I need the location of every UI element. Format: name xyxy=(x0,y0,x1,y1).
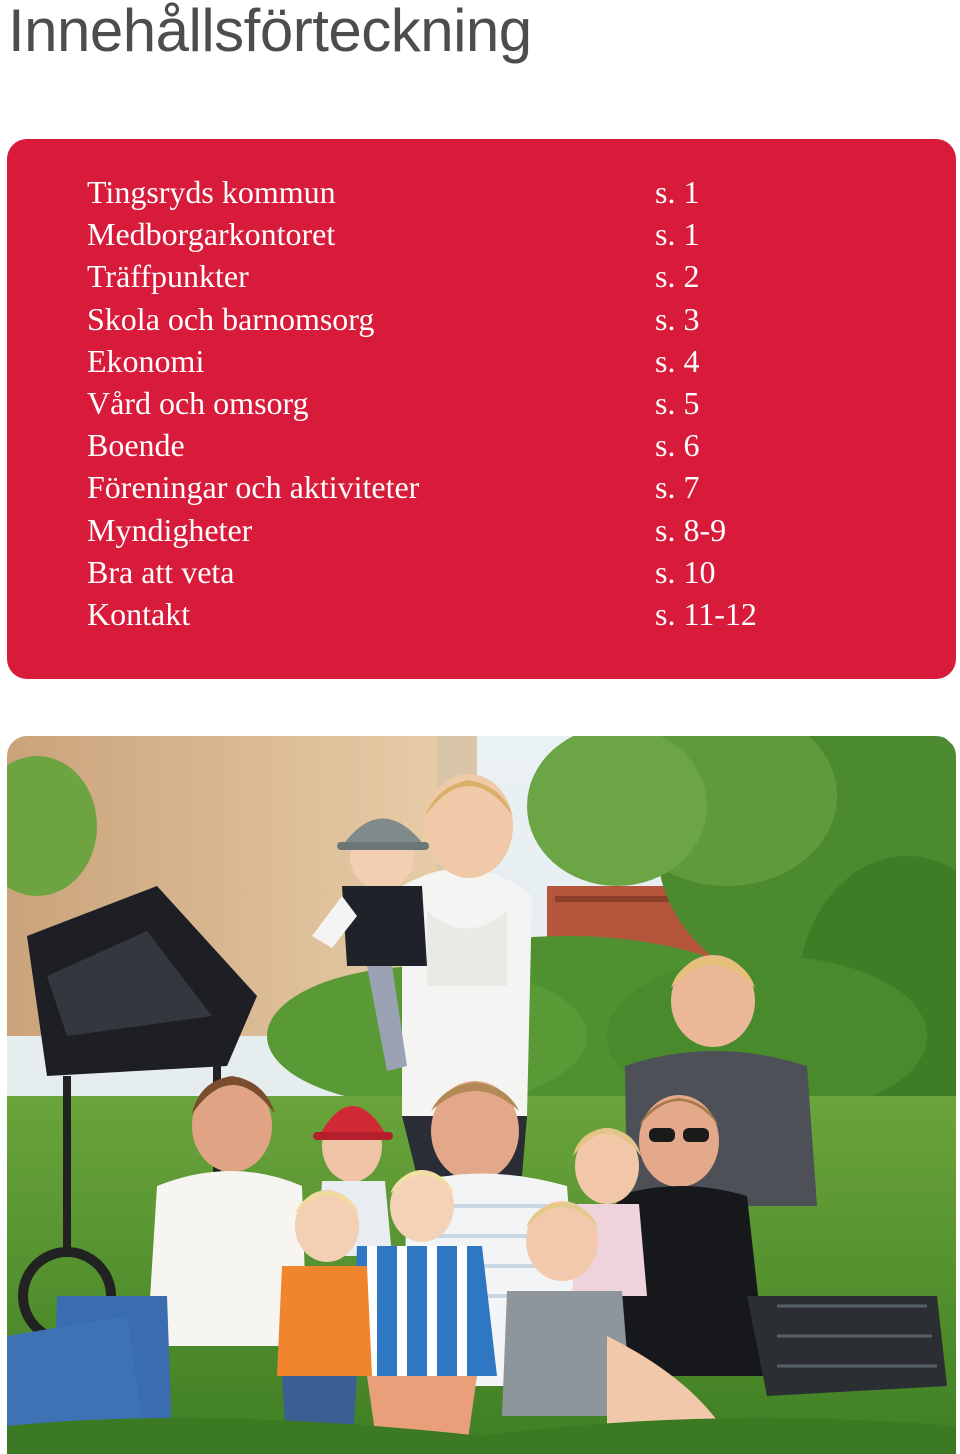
family-group-photo xyxy=(7,736,956,1454)
toc-item-page: s. 1 xyxy=(655,216,700,253)
toc-item-label: Föreningar och aktiviteter xyxy=(87,469,420,506)
toc-item-label: Medborgarkontoret xyxy=(87,216,336,253)
toc-item-label: Träffpunkter xyxy=(87,258,249,295)
toc-item-skola-och-barnomsorg[interactable] xyxy=(87,298,947,340)
toc-list xyxy=(87,171,947,635)
table-of-contents xyxy=(7,139,956,679)
toc-item-myndigheter[interactable] xyxy=(87,509,947,551)
toc-item-label: Myndigheter xyxy=(87,511,253,548)
toc-item-vard-och-omsorg[interactable] xyxy=(87,382,947,424)
toc-item-page: s. 2 xyxy=(655,258,700,295)
toc-item-page: s. 10 xyxy=(655,553,716,590)
toc-item-label: Tingsryds kommun xyxy=(87,174,336,210)
toc-item-page: s. 11-12 xyxy=(655,595,757,632)
toc-item-boende[interactable] xyxy=(87,424,947,466)
toc-item-kontakt[interactable] xyxy=(87,593,947,635)
toc-item-ekonomi[interactable] xyxy=(87,340,947,382)
toc-item-page: s. 4 xyxy=(655,342,700,379)
toc-item-page: s. 1 xyxy=(655,174,700,210)
toc-item-page: s. 6 xyxy=(655,427,700,464)
toc-item-medborgarkontoret[interactable] xyxy=(87,213,947,255)
toc-item-label: Ekonomi xyxy=(87,342,205,379)
toc-item-page: s. 3 xyxy=(655,300,700,337)
toc-item-label: Boende xyxy=(87,427,185,464)
toc-item-page: s. 8-9 xyxy=(655,511,727,548)
toc-item-label: Vård och omsorg xyxy=(87,384,309,421)
toc-item-foreningar-och-aktiviteter[interactable] xyxy=(87,466,947,508)
toc-item-bra-att-veta[interactable] xyxy=(87,551,947,593)
toc-item-page: s. 5 xyxy=(655,384,700,421)
toc-item-label: Skola och barnomsorg xyxy=(87,300,375,337)
family-photo-illustration xyxy=(7,736,956,1454)
page-title: Innehållsförteckning xyxy=(8,0,532,64)
toc-item-label: Kontakt xyxy=(87,595,191,632)
toc-item-traffpunkter[interactable] xyxy=(87,255,947,297)
toc-item-page: s. 7 xyxy=(655,469,700,506)
toc-item-label: Bra att veta xyxy=(87,553,235,590)
toc-item-tingsryds-kommun[interactable] xyxy=(87,171,947,213)
